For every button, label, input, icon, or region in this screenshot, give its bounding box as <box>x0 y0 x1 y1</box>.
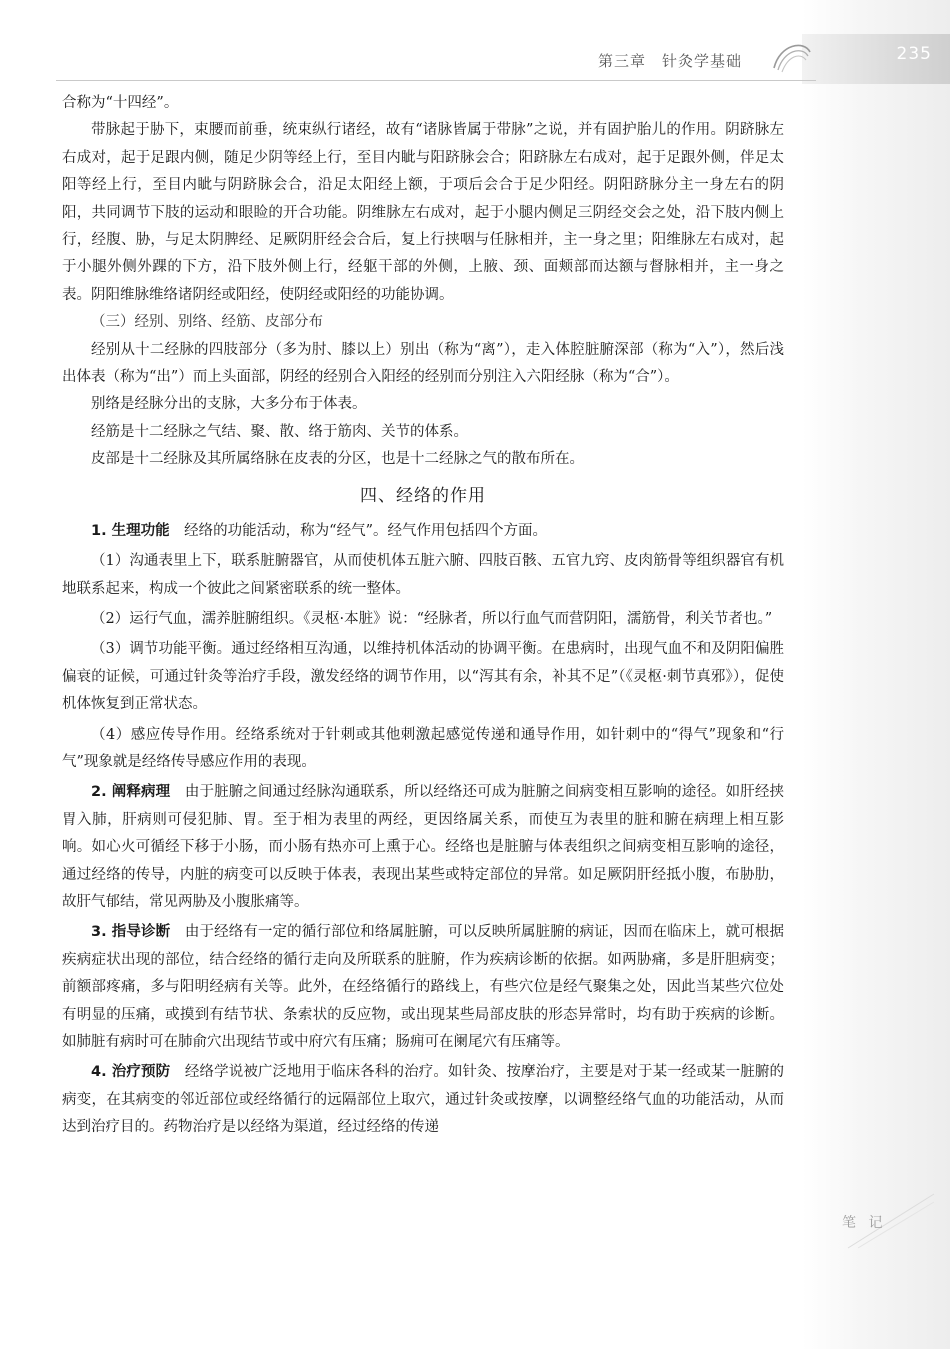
item-text: （2）运行气血，濡养脏腑组织。《灵枢·本脏》说：“经脉者，所以行血气而营阴阳，濡筋骨，利关节者也。” <box>91 610 773 627</box>
page-number: 235 <box>896 44 932 64</box>
item-text: （1）沟通表里上下，联系脏腑器官，从而使机体五脏六腑、四肢百骸、五官九窍、皮肉筋骨等组织器官有机地联系起来，构成一个彼此之间紧密联系的统一整体。 <box>62 553 784 597</box>
paragraph: 别络是经脉分出的支脉，大多分布于体表。 <box>91 396 367 413</box>
list-item <box>62 722 784 777</box>
item-keyword: 1. 生理功能 <box>91 522 170 539</box>
list-item <box>62 548 784 603</box>
item-text: 由于经络有一定的循行部位和络属脏腑，可以反映所属脏腑的病证，因而在临床上，就可根据疾病症状出现的部位，结合经络的循行走向及所联系的脏腑，作为疾病诊断的依据。如两胁痛，多是肝胆病变；前额部疼痛，多与阳明经病有关等。此外，在经络循行的路线上，有些穴位是经气聚集之处，因此当某些穴位处有明显的压痛，或摸到有结节状、条索状的反应物，或出现某些局部皮肤的形态异常时，均有助于疾病的诊断。如肺脏有病时可在肺俞穴出现结节或中府穴有压痛；肠痈可在阑尾穴有压痛等。 <box>62 924 784 1050</box>
list-item <box>62 1059 784 1141</box>
item-keyword: 4. 治疗预防 <box>91 1064 171 1081</box>
running-header-chapter: 第三章 针灸学基础 <box>598 52 743 70</box>
paragraph: 经筋是十二经脉之气结、聚、散、络于筋肉、关节的体系。 <box>91 423 468 440</box>
item-keyword: 2. 阐释病理 <box>91 784 171 801</box>
paragraph: 合称为“十四经”。 <box>62 95 179 111</box>
document-body <box>62 90 784 1142</box>
item-text: 经络的功能活动，称为“经气”。经气作用包括四个方面。 <box>169 522 547 539</box>
item-keyword: 3. 指导诊断 <box>91 924 171 941</box>
item-text: （3）调节功能平衡。通过经络相互沟通，以维持机体活动的协调平衡。在患病时，出现气血不和及阴阳偏胜偏衰的证候，可通过针灸等治疗手段，激发经络的调节作用，以“泻其有余，补其不足”（《灵枢·刺节真邪》），促使机体恢复到正常状态。 <box>62 641 784 713</box>
page-margin-strip <box>802 0 950 1349</box>
list-item <box>62 518 784 545</box>
swirl-logo-icon <box>770 38 814 78</box>
paragraph: 皮部是十二经脉及其所属络脉在皮表的分区，也是十二经脉之气的散布所在。 <box>91 451 584 468</box>
paragraph: 带脉起于胁下，束腰而前垂，统束纵行诸经，故有“诸脉皆属于带脉”之说，并有固护胎儿的作用。阴跻脉左右成对，起于足跟内侧，随足少阴等经上行，至目内眦与阳跻脉会合；阳跻脉左右成对，起于足跟外侧，伴足太阳等经上行，至目内眦与阴跻脉会合，沿足太阳经上额，于项后会合于足少阳经。阴阳跻脉分主一身左右的阴阳，共同调节下肢的运动和眼睑的开合功能。阴维脉左右成对，起于小腿内侧足三阴经交会之处，沿下肢内侧上行，经腹、胁，与足太阴脾经、足厥阴肝经会合后，复上行挟咽与任脉相并，主一身之里；阳维脉左右成对，起于小腿外侧外踝的下方，沿下肢外侧上行，经躯干部的外侧，上腋、颈、面颊部而达额与督脉相并，主一身之表。阴阳维脉维络诸阴经或阳经，使阴经或阳经的功能协调。 <box>62 122 784 303</box>
list-item <box>62 919 784 1056</box>
item-text: （4）感应传导作用。经络系统对于针刺或其他刺激起感觉传递和通导作用，如针刺中的“得气”现象和“行气”现象就是经络传导感应作用的表现。 <box>62 726 784 770</box>
item-text: 由于脏腑之间通过经脉沟通联系，所以经络还可成为脏腑之间病变相互影响的途径。如肝经挟胃入肺，肝病则可侵犯肺、胃。至于相为表里的两经，更因络属关系，而使互为表里的脏和腑在病理上相互影响。如心火可循经下移于小肠，而小肠有热亦可上熏于心。经络也是脏腑与体表组织之间病变相互影响的途径，通过经络的传导，内脏的病变可以反映于体表，表现出某些或特定部位的异常。如足厥阴肝经抵小腹，布胁肋，故肝气郁结，常见两胁及小腹胀痛等。 <box>62 784 784 910</box>
header-rule <box>56 80 816 81</box>
list-item <box>62 636 784 718</box>
subsection-heading: （三）经别、别络、经筋、皮部分布 <box>91 314 323 331</box>
list-item <box>62 606 784 633</box>
item-text: 经络学说被广泛地用于临床各科的治疗。如针灸、按摩治疗，主要是对于某一经或某一脏腑的病变，在其病变的邻近部位或经络循行的远隔部位上取穴，通过针灸或按摩，以调整经络气血的功能活动，从而达到治疗目的。药物治疗是以经络为渠道，经过经络的传递 <box>62 1064 784 1136</box>
notes-margin-label: 笔 记 <box>842 1215 887 1231</box>
paragraph: 经别从十二经脉的四肢部分（多为肘、膝以上）别出（称为“离”），走入体腔脏腑深部（称为“入”），然后浅出体表（称为“出”）而上头面部，阴经的经别合入阳经的经别而分别注入六阳经脉（称为“合”）。 <box>62 341 784 386</box>
list-item <box>62 779 784 916</box>
section-title: 四、经络的作用 <box>360 485 486 506</box>
